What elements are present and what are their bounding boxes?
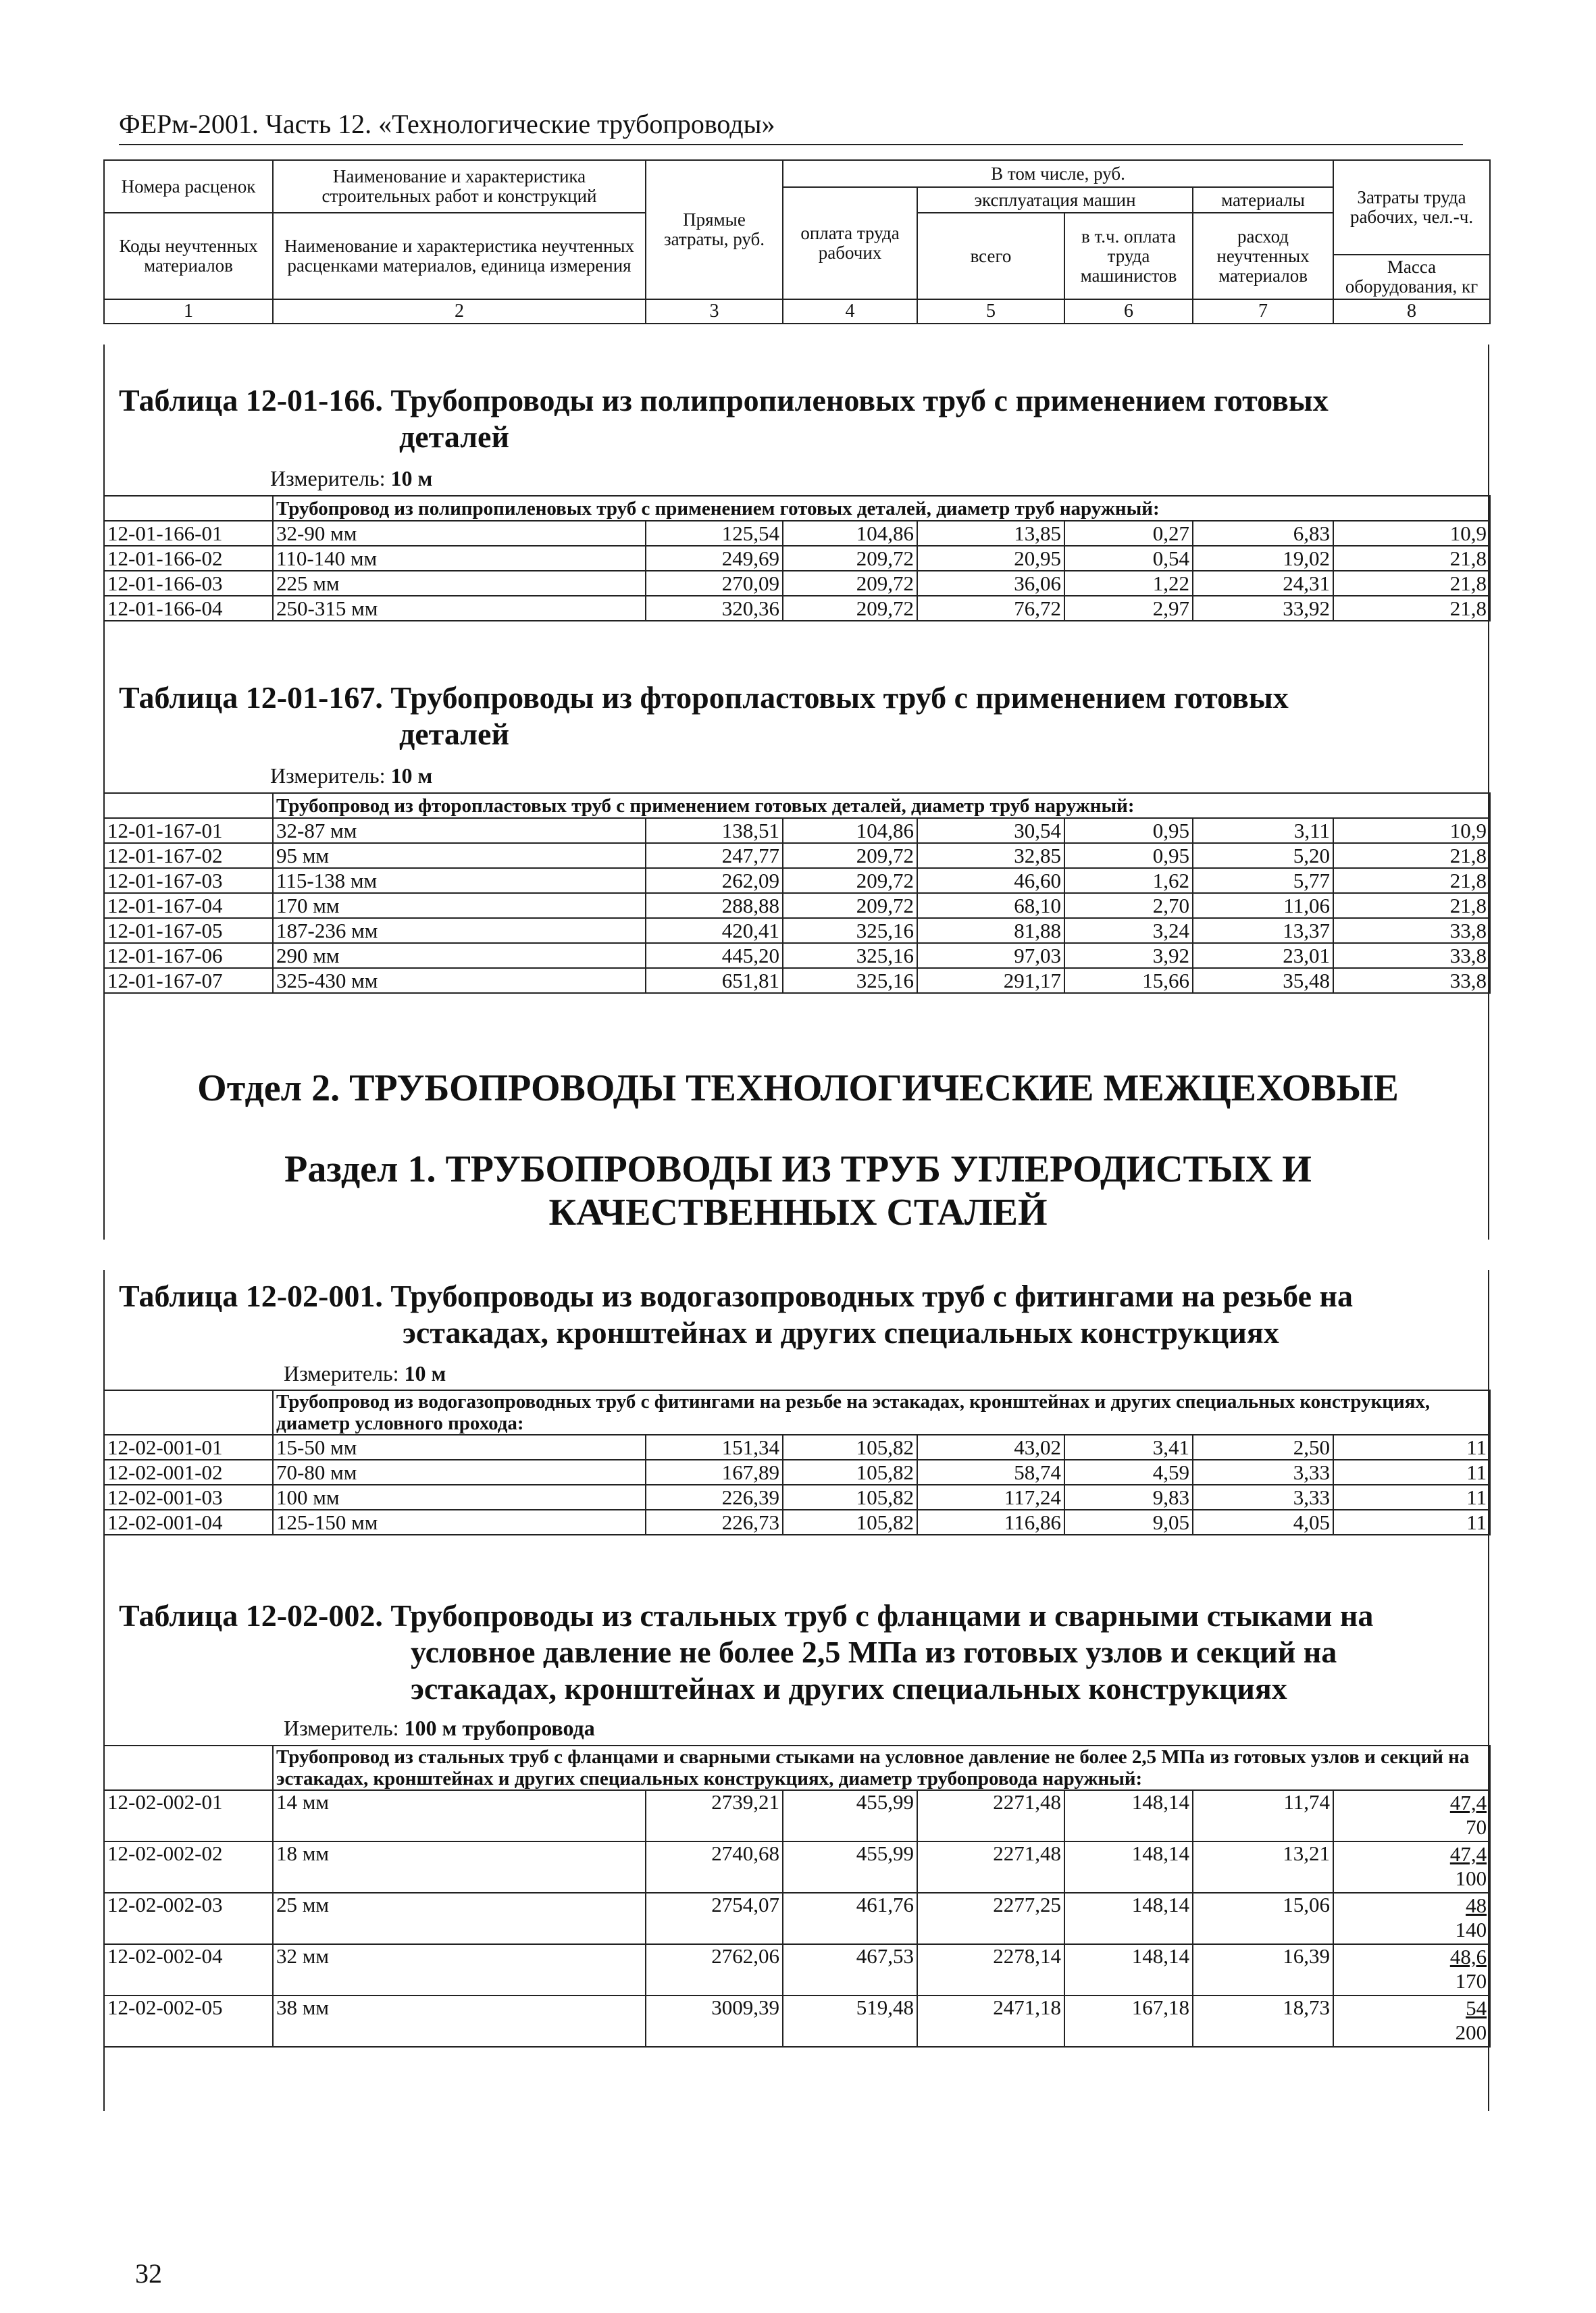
- cell-value: 104,86: [783, 521, 917, 546]
- item-name: 125-150 мм: [273, 1510, 646, 1535]
- rate-code: 12-02-002-05: [104, 1996, 273, 2047]
- cell-value: 262,09: [646, 868, 783, 893]
- cell-value: 325,16: [783, 968, 917, 993]
- cell-value: 249,69: [646, 546, 783, 571]
- table-row: [104, 1893, 1490, 1944]
- cell-value: 13,85: [917, 521, 1064, 546]
- cell-value: 320,36: [646, 596, 783, 621]
- unit-value: 10 м: [390, 466, 433, 490]
- cell-value: 13,21: [1193, 1841, 1333, 1893]
- cell-value: 209,72: [783, 843, 917, 868]
- table-row: [104, 521, 1490, 546]
- col6: в т.ч. оплата труда машинистов: [1064, 213, 1193, 299]
- cell-value: 11: [1333, 1460, 1490, 1485]
- rate-code: 12-01-167-05: [104, 918, 273, 943]
- cell-value: 2471,18: [917, 1996, 1064, 2047]
- cell-value: 2278,14: [917, 1944, 1064, 1996]
- cell-value: 15,66: [1064, 968, 1193, 993]
- cell-value: 9,05: [1064, 1510, 1193, 1535]
- unit-label: Измеритель:: [270, 466, 386, 490]
- unit-label: Измеритель:: [284, 1361, 399, 1386]
- cell-value: 3,11: [1193, 818, 1333, 843]
- otdel-heading: Отдел 2. ТРУБОПРОВОДЫ ТЕХНОЛОГИЧЕСКИЕ МЕЖЦЕХОВЫЕ: [197, 1067, 1399, 1109]
- cell-value: 151,34: [646, 1435, 783, 1460]
- cell-value: 36,06: [917, 571, 1064, 596]
- col4: оплата труда рабочих: [783, 187, 917, 299]
- rate-code: 12-02-001-03: [104, 1485, 273, 1510]
- cell-value: 21,8: [1333, 893, 1490, 918]
- cell-value: 6,83: [1193, 521, 1333, 546]
- cell-labor-mass: [1333, 1841, 1490, 1893]
- table-subheader: Трубопровод из стальных труб с фланцами и сварными стыками на условное давление не более 2,5 МПа из готовых узлов и секций на эстакадах, кронштейнах и других специальных конструкциях, диаметр трубопровода наружный:: [273, 1746, 1490, 1790]
- rate-code: 12-02-002-04: [104, 1944, 273, 1996]
- cell-value: 3009,39: [646, 1996, 783, 2047]
- col-number: 2: [273, 299, 646, 324]
- group-materials: материалы: [1193, 187, 1333, 213]
- item-name: 32-90 мм: [273, 521, 646, 546]
- cell-value: 20,95: [917, 546, 1064, 571]
- table-title-line: эстакадах, кронштейнах и других специальных конструкциях: [411, 1671, 1287, 1706]
- cell-value: 2754,07: [646, 1893, 783, 1944]
- item-name: 95 мм: [273, 843, 646, 868]
- col2-top: Наименование и характеристика строительных работ и конструкций: [273, 160, 646, 213]
- mass-value: 140: [1455, 1918, 1487, 1941]
- table-title-166: [119, 382, 1483, 455]
- item-name: 290 мм: [273, 943, 646, 968]
- col-number: 5: [917, 299, 1064, 324]
- cell-value: 33,8: [1333, 918, 1490, 943]
- rate-code: 12-01-167-02: [104, 843, 273, 868]
- item-name: 25 мм: [273, 1893, 646, 1944]
- cell-value: 651,81: [646, 968, 783, 993]
- cell-value: 97,03: [917, 943, 1064, 968]
- unit-label: Измеритель:: [284, 1716, 399, 1740]
- cell-value: 3,33: [1193, 1460, 1333, 1485]
- cell-labor-mass: [1333, 1790, 1490, 1841]
- cell-value: 105,82: [783, 1485, 917, 1510]
- table-row: [104, 918, 1490, 943]
- cell-value: 209,72: [783, 571, 917, 596]
- table-row: [104, 1944, 1490, 1996]
- cell-value: 138,51: [646, 818, 783, 843]
- cell-value: 519,48: [783, 1996, 917, 2047]
- table-row: [104, 571, 1490, 596]
- item-name: 110-140 мм: [273, 546, 646, 571]
- cell-value: 209,72: [783, 868, 917, 893]
- cell-value: 18,73: [1193, 1996, 1333, 2047]
- column-header-table: [103, 159, 1491, 324]
- unit-value: 100 м трубопровода: [404, 1716, 595, 1740]
- labor-value: 48: [1466, 1893, 1487, 1917]
- cell-value: 4,59: [1064, 1460, 1193, 1485]
- subheader-blank: [104, 793, 273, 818]
- cell-value: 5,20: [1193, 843, 1333, 868]
- item-name: 18 мм: [273, 1841, 646, 1893]
- labor-value: 48,6: [1449, 1945, 1487, 1968]
- col-number: 1: [104, 299, 273, 324]
- table-row: [104, 1435, 1490, 1460]
- cell-value: 33,8: [1333, 943, 1490, 968]
- cell-labor-mass: [1333, 1944, 1490, 1996]
- table-001: [103, 1390, 1491, 1535]
- col1-top: Номера расценок: [104, 160, 273, 213]
- cell-labor-mass: [1333, 1996, 1490, 2047]
- cell-value: 76,72: [917, 596, 1064, 621]
- unit-167: [270, 763, 432, 788]
- cell-value: 167,89: [646, 1460, 783, 1485]
- cell-value: 167,18: [1064, 1996, 1193, 2047]
- page-number: 32: [135, 2258, 162, 2289]
- running-header: ФЕРм-2001. Часть 12. «Технологические трубопроводы»: [119, 108, 1463, 145]
- cell-value: 24,31: [1193, 571, 1333, 596]
- item-name: 100 мм: [273, 1485, 646, 1510]
- cell-value: 125,54: [646, 521, 783, 546]
- cell-value: 2277,25: [917, 1893, 1064, 1944]
- subheader-blank: [104, 496, 273, 521]
- cell-value: 461,76: [783, 1893, 917, 1944]
- rate-code: 12-01-167-01: [104, 818, 273, 843]
- cell-value: 148,14: [1064, 1790, 1193, 1841]
- item-name: 115-138 мм: [273, 868, 646, 893]
- razdel-heading-line2: КАЧЕСТВЕННЫХ СТАЛЕЙ: [548, 1192, 1048, 1234]
- subheader-blank: [104, 1746, 273, 1790]
- cell-value: 270,09: [646, 571, 783, 596]
- rate-code: 12-01-167-03: [104, 868, 273, 893]
- cell-value: 10,9: [1333, 818, 1490, 843]
- cell-value: 23,01: [1193, 943, 1333, 968]
- rate-code: 12-02-002-01: [104, 1790, 273, 1841]
- group-incl: В том числе, руб.: [783, 160, 1333, 187]
- col-number: 8: [1333, 299, 1490, 324]
- cell-value: 1,22: [1064, 571, 1193, 596]
- cell-value: 325,16: [783, 943, 917, 968]
- table-title-line: деталей: [399, 717, 509, 751]
- cell-value: 0,54: [1064, 546, 1193, 571]
- table-title-167: [119, 680, 1483, 753]
- table-subheader: Трубопровод из фторопластовых труб с применением готовых деталей, диаметр труб наружный:: [273, 793, 1490, 818]
- cell-value: 2,97: [1064, 596, 1193, 621]
- item-name: 14 мм: [273, 1790, 646, 1841]
- table-row: [104, 1996, 1490, 2047]
- col2-bottom: Наименование и характеристика неучтенных расценками материалов, единица измерения: [273, 213, 646, 299]
- cell-value: 148,14: [1064, 1893, 1193, 1944]
- item-name: 32 мм: [273, 1944, 646, 1996]
- table-title-line: деталей: [399, 420, 509, 454]
- cell-value: 209,72: [783, 893, 917, 918]
- table-row: [104, 546, 1490, 571]
- table-row: [104, 1841, 1490, 1893]
- cell-value: 148,14: [1064, 1841, 1193, 1893]
- rate-code: 12-02-001-02: [104, 1460, 273, 1485]
- cell-value: 3,41: [1064, 1435, 1193, 1460]
- rate-code: 12-01-166-02: [104, 546, 273, 571]
- cell-value: 35,48: [1193, 968, 1333, 993]
- col8-bottom: Масса оборудования, кг: [1333, 255, 1490, 299]
- table-title-line: Таблица 12-02-002. Трубопроводы из стальных труб с фланцами и сварными стыками на: [119, 1598, 1374, 1633]
- cell-value: 226,73: [646, 1510, 783, 1535]
- cell-value: 4,05: [1193, 1510, 1333, 1535]
- cell-value: 105,82: [783, 1460, 917, 1485]
- cell-value: 30,54: [917, 818, 1064, 843]
- cell-value: 11: [1333, 1435, 1490, 1460]
- table-row: [104, 596, 1490, 621]
- col-number: 6: [1064, 299, 1193, 324]
- cell-value: 288,88: [646, 893, 783, 918]
- cell-value: 11,74: [1193, 1790, 1333, 1841]
- rate-code: 12-01-167-07: [104, 968, 273, 993]
- item-name: 38 мм: [273, 1996, 646, 2047]
- unit-value: 10 м: [390, 763, 433, 788]
- rate-code: 12-01-166-04: [104, 596, 273, 621]
- cell-value: 21,8: [1333, 868, 1490, 893]
- labor-value: 47,4: [1449, 1791, 1487, 1814]
- cell-value: 3,24: [1064, 918, 1193, 943]
- cell-value: 291,17: [917, 968, 1064, 993]
- cell-value: 46,60: [917, 868, 1064, 893]
- table-row: [104, 1790, 1490, 1841]
- cell-value: 9,83: [1064, 1485, 1193, 1510]
- cell-value: 10,9: [1333, 521, 1490, 546]
- table-row: [104, 943, 1490, 968]
- cell-value: 21,8: [1333, 596, 1490, 621]
- subheader-blank: [104, 1390, 273, 1435]
- item-name: 170 мм: [273, 893, 646, 918]
- cell-value: 116,86: [917, 1510, 1064, 1535]
- col3: Прямые затраты, руб.: [646, 160, 783, 299]
- cell-value: 58,74: [917, 1460, 1064, 1485]
- cell-value: 2,50: [1193, 1435, 1333, 1460]
- item-name: 250-315 мм: [273, 596, 646, 621]
- cell-value: 325,16: [783, 918, 917, 943]
- cell-value: 81,88: [917, 918, 1064, 943]
- razdel-heading-line1: Раздел 1. ТРУБОПРОВОДЫ ИЗ ТРУБ УГЛЕРОДИСТЫХ И: [284, 1148, 1312, 1190]
- cell-value: 247,77: [646, 843, 783, 868]
- item-name: 70-80 мм: [273, 1460, 646, 1485]
- unit-166: [270, 466, 432, 491]
- col-number: 7: [1193, 299, 1333, 324]
- unit-002: [284, 1716, 595, 1741]
- table-row: [104, 893, 1490, 918]
- rate-code: 12-02-002-02: [104, 1841, 273, 1893]
- cell-value: 2271,48: [917, 1841, 1064, 1893]
- cell-value: 0,27: [1064, 521, 1193, 546]
- table-subheader: Трубопровод из полипропиленовых труб с применением готовых деталей, диаметр труб наружный:: [273, 496, 1490, 521]
- cell-value: 2,70: [1064, 893, 1193, 918]
- table-row: [104, 843, 1490, 868]
- cell-value: 21,8: [1333, 843, 1490, 868]
- item-name: 225 мм: [273, 571, 646, 596]
- rate-code: 12-02-001-01: [104, 1435, 273, 1460]
- col7: расход неучтенных материалов: [1193, 213, 1333, 299]
- cell-value: 105,82: [783, 1510, 917, 1535]
- col1-bottom: Коды неучтенных материалов: [104, 213, 273, 299]
- cell-value: 15,06: [1193, 1893, 1333, 1944]
- cell-value: 21,8: [1333, 546, 1490, 571]
- table-167: [103, 792, 1491, 994]
- cell-value: 16,39: [1193, 1944, 1333, 1996]
- table-title-line: Таблица 12-01-166. Трубопроводы из полипропиленовых труб с применением готовых: [119, 383, 1329, 417]
- cell-value: 226,39: [646, 1485, 783, 1510]
- cell-value: 117,24: [917, 1485, 1064, 1510]
- cell-value: 420,41: [646, 918, 783, 943]
- col-number: 3: [646, 299, 783, 324]
- cell-value: 33,92: [1193, 596, 1333, 621]
- cell-value: 2740,68: [646, 1841, 783, 1893]
- cell-value: 445,20: [646, 943, 783, 968]
- cell-value: 11: [1333, 1510, 1490, 1535]
- table-row: [104, 1485, 1490, 1510]
- table-002: [103, 1745, 1491, 2048]
- rate-code: 12-01-166-01: [104, 521, 273, 546]
- item-name: 32-87 мм: [273, 818, 646, 843]
- cell-value: 68,10: [917, 893, 1064, 918]
- rate-code: 12-02-001-04: [104, 1510, 273, 1535]
- cell-labor-mass: [1333, 1893, 1490, 1944]
- col5: всего: [917, 213, 1064, 299]
- cell-value: 3,33: [1193, 1485, 1333, 1510]
- table-row: [104, 868, 1490, 893]
- cell-value: 0,95: [1064, 818, 1193, 843]
- labor-value: 54: [1466, 1996, 1487, 2020]
- cell-value: 43,02: [917, 1435, 1064, 1460]
- cell-value: 209,72: [783, 546, 917, 571]
- table-row: [104, 1460, 1490, 1485]
- rate-code: 12-02-002-03: [104, 1893, 273, 1944]
- item-name: 15-50 мм: [273, 1435, 646, 1460]
- cell-value: 2739,21: [646, 1790, 783, 1841]
- cell-value: 467,53: [783, 1944, 917, 1996]
- cell-value: 2271,48: [917, 1790, 1064, 1841]
- cell-value: 2762,06: [646, 1944, 783, 1996]
- table-title-001: [119, 1278, 1483, 1351]
- cell-value: 11: [1333, 1485, 1490, 1510]
- col-number: 4: [783, 299, 917, 324]
- mass-value: 170: [1455, 1969, 1487, 1993]
- col8-top: Затраты труда рабочих, чел.-ч.: [1333, 160, 1490, 255]
- cell-value: 1,62: [1064, 868, 1193, 893]
- cell-value: 455,99: [783, 1841, 917, 1893]
- table-title-line: Таблица 12-02-001. Трубопроводы из водогазопроводных труб с фитингами на резьбе на: [119, 1279, 1353, 1313]
- unit-value: 10 м: [404, 1361, 446, 1386]
- cell-value: 33,8: [1333, 968, 1490, 993]
- cell-value: 32,85: [917, 843, 1064, 868]
- labor-value: 47,4: [1449, 1842, 1487, 1866]
- unit-label: Измеритель:: [270, 763, 386, 788]
- table-title-002: [119, 1598, 1483, 1707]
- cell-value: 13,37: [1193, 918, 1333, 943]
- cell-value: 5,77: [1193, 868, 1333, 893]
- item-name: 325-430 мм: [273, 968, 646, 993]
- cell-value: 0,95: [1064, 843, 1193, 868]
- cell-value: 455,99: [783, 1790, 917, 1841]
- cell-value: 19,02: [1193, 546, 1333, 571]
- unit-001: [284, 1361, 446, 1386]
- table-row: [104, 968, 1490, 993]
- table-row: [104, 818, 1490, 843]
- cell-value: 105,82: [783, 1435, 917, 1460]
- rate-code: 12-01-167-06: [104, 943, 273, 968]
- cell-value: 104,86: [783, 818, 917, 843]
- table-title-line: Таблица 12-01-167. Трубопроводы из фторопластовых труб с применением готовых: [119, 680, 1289, 715]
- cell-value: 148,14: [1064, 1944, 1193, 1996]
- cell-value: 21,8: [1333, 571, 1490, 596]
- table-166: [103, 495, 1491, 621]
- table-title-line: эстакадах, кронштейнах и других специальных конструкциях: [403, 1315, 1279, 1350]
- mass-value: 200: [1455, 2020, 1487, 2044]
- cell-value: 11,06: [1193, 893, 1333, 918]
- table-row: [104, 1510, 1490, 1535]
- cell-value: 209,72: [783, 596, 917, 621]
- table-subheader: Трубопровод из водогазопроводных труб с фитингами на резьбе на эстакадах, кронштейнах и других специальных конструкциях, диаметр условного прохода:: [273, 1390, 1490, 1435]
- item-name: 187-236 мм: [273, 918, 646, 943]
- rate-code: 12-01-167-04: [104, 893, 273, 918]
- group-machines: эксплуатация машин: [917, 187, 1193, 213]
- cell-value: 3,92: [1064, 943, 1193, 968]
- table-title-line: условное давление не более 2,5 МПа из готовых узлов и секций на: [411, 1635, 1337, 1669]
- mass-value: 100: [1455, 1866, 1487, 1890]
- mass-value: 70: [1466, 1815, 1487, 1839]
- rate-code: 12-01-166-03: [104, 571, 273, 596]
